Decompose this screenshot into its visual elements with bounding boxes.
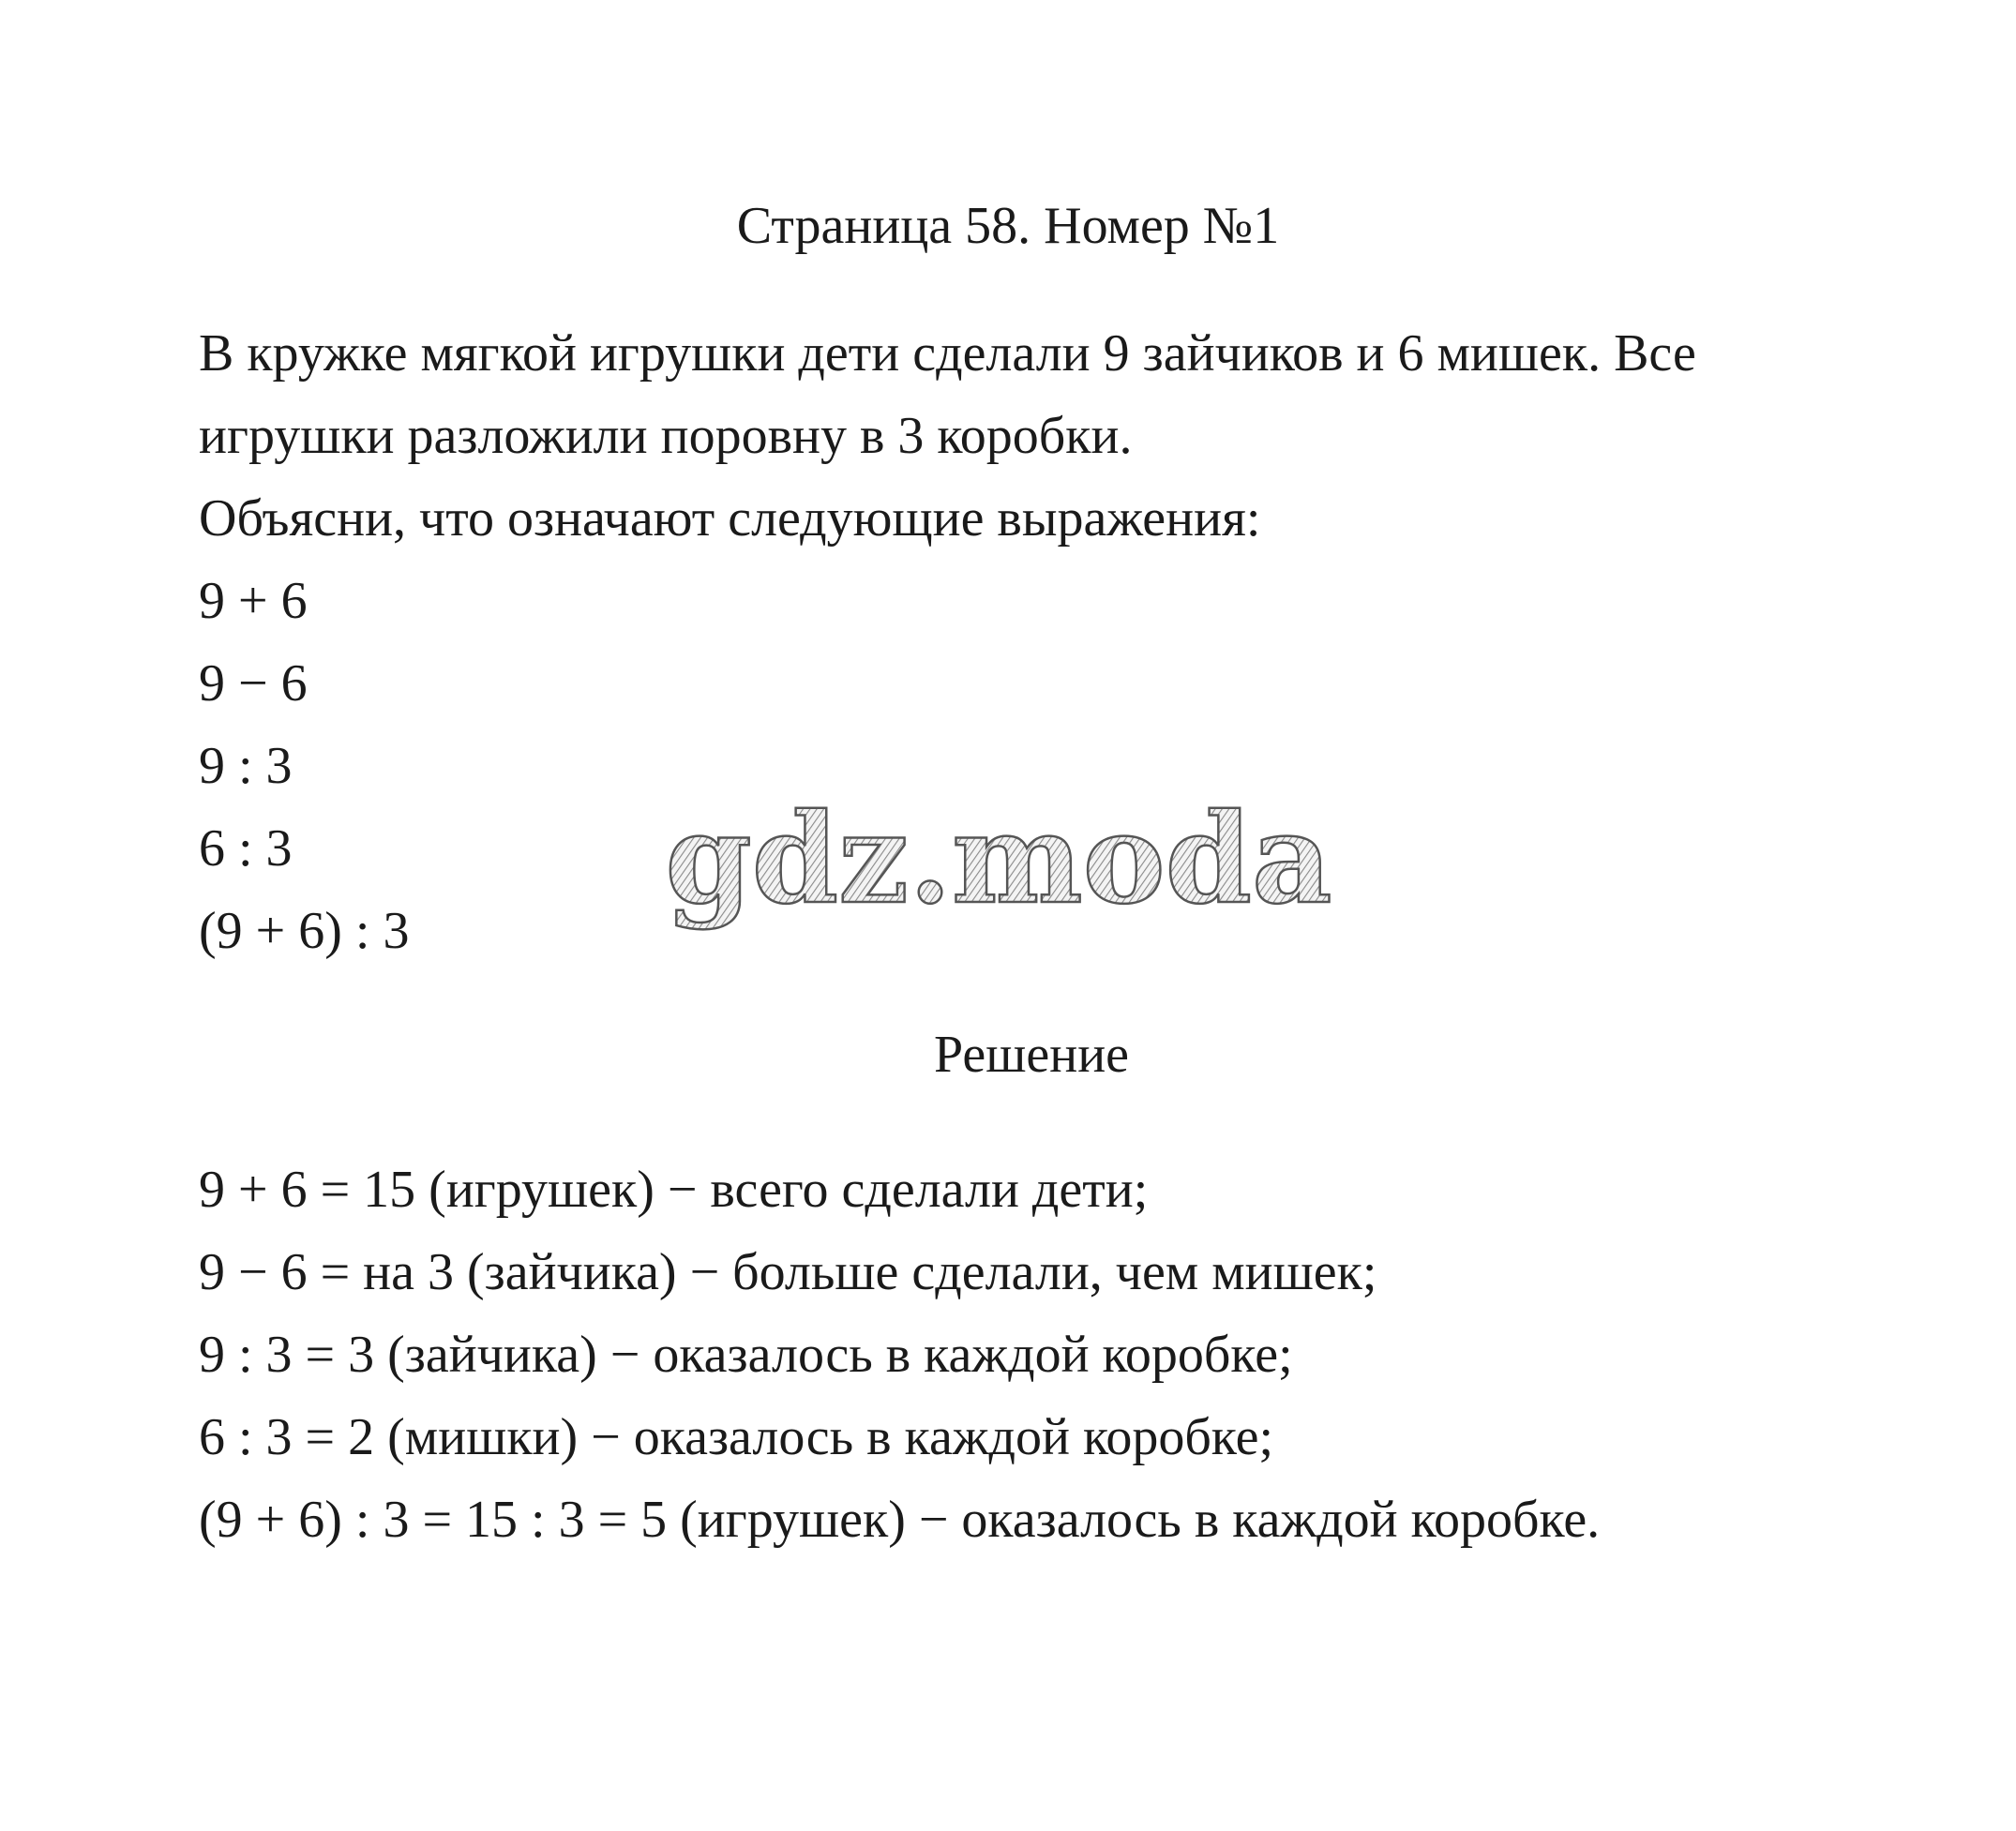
problem-text-line-2: игрушки разложили поровну в 3 коробки.: [199, 407, 1133, 465]
solution-line: 9 + 6 = 15 (игрушек) − всего сделали дети;: [199, 1161, 1149, 1219]
page-title: Страница 58. Номер №1: [736, 197, 1280, 255]
problem-instruction: Объясни, что означают следующие выражения:: [199, 489, 1261, 548]
problem-text-line-1: В кружке мягкой игрушки дети сделали 9 зайчиков и 6 мишек. Все: [199, 324, 1696, 383]
expression-item: 9 + 6: [199, 572, 308, 630]
solution-line: (9 + 6) : 3 = 15 : 3 = 5 (игрушек) − оказалось в каждой коробке.: [199, 1491, 1601, 1549]
solution-list: [199, 1148, 1887, 1561]
solution-line: 6 : 3 = 2 (мишки) − оказалось в каждой коробке;: [199, 1408, 1274, 1466]
solution-line: 9 − 6 = на 3 (зайчика) − больше сделали, чем мишек;: [199, 1243, 1377, 1301]
expression-item: 6 : 3: [199, 819, 293, 878]
expression-item: (9 + 6) : 3: [199, 902, 410, 960]
solution-heading: Решение: [933, 1026, 1130, 1084]
expression-item: 9 − 6: [199, 654, 308, 713]
expression-item: 9 : 3: [199, 737, 293, 795]
solution-line: 9 : 3 = 3 (зайчика) − оказалось в каждой коробке;: [199, 1326, 1293, 1384]
watermark-text: gdz.moda: [665, 787, 1332, 932]
watermark-logo: [665, 787, 1332, 938]
